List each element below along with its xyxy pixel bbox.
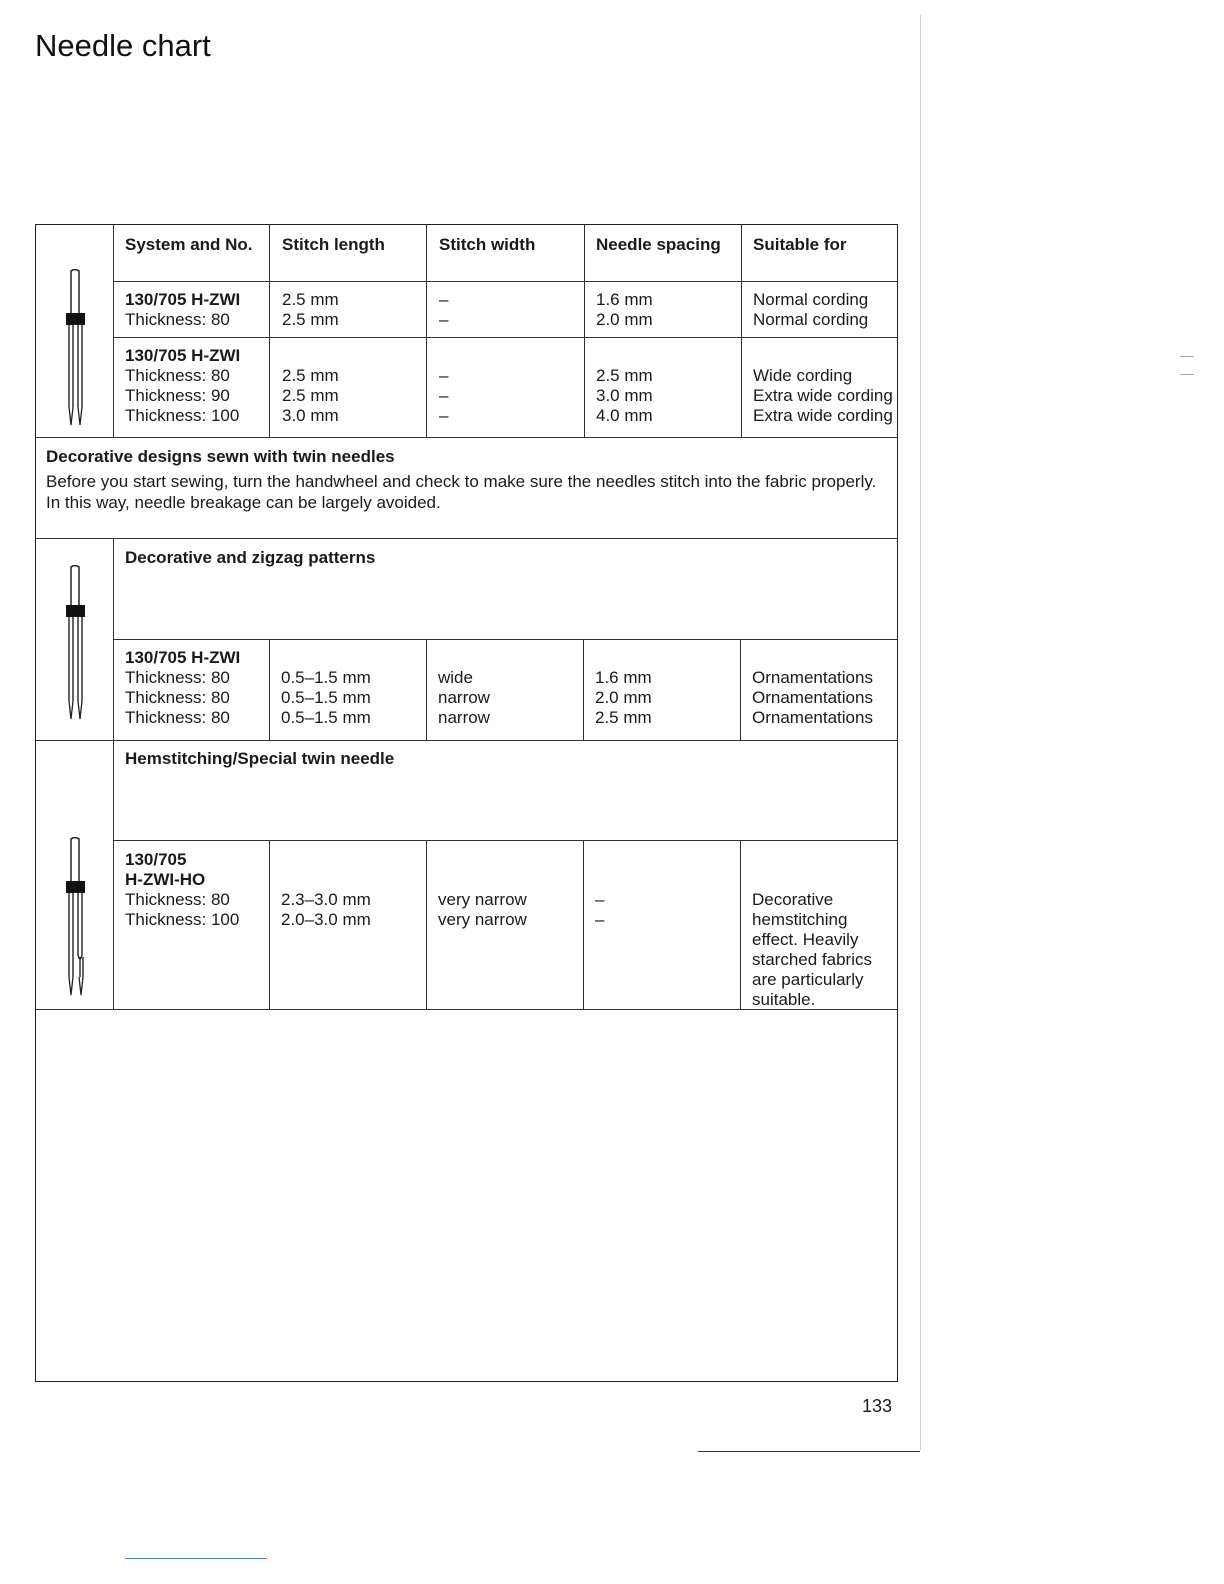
value: 0.5–1.5 mm <box>281 688 371 707</box>
value: hemstitching <box>752 910 848 929</box>
value: 2.3–3.0 mm <box>281 890 371 909</box>
section-heading-decorative: Decorative and zigzag patterns <box>125 548 376 567</box>
thickness: Thickness: 90 <box>125 386 230 405</box>
thickness: Thickness: 80 <box>125 310 230 329</box>
thickness: Thickness: 100 <box>125 910 240 929</box>
page-number: 133 <box>862 1396 893 1416</box>
row-c-stitch-width <box>438 890 527 930</box>
row-a2-stitch-width <box>439 366 448 426</box>
row-a1-stitch-length <box>282 290 339 330</box>
value: Normal cording <box>753 310 869 329</box>
row-c-suitable <box>752 890 872 1010</box>
header-stitch-width: Stitch width <box>439 235 536 254</box>
value: Normal cording <box>753 290 869 309</box>
row-b-stitch-width <box>438 668 490 728</box>
value: Extra wide cording <box>753 406 893 425</box>
row-a2-needle-spacing <box>596 366 653 426</box>
needle-chart-table <box>35 224 898 1382</box>
system-number: H-ZWI-HO <box>125 870 206 889</box>
scan-mark <box>1180 356 1194 357</box>
row-b-stitch-length <box>281 668 371 728</box>
value: 2.0 mm <box>596 310 653 329</box>
value: wide <box>438 668 473 687</box>
page-margin-rule <box>920 15 921 1450</box>
value: Ornamentations <box>752 708 873 727</box>
value: – <box>439 310 449 329</box>
value: Ornamentations <box>752 688 873 707</box>
footer-blue-rule <box>125 1558 267 1559</box>
system-number: 130/705 H-ZWI <box>125 290 241 309</box>
page-title: Needle chart <box>35 28 211 63</box>
row-c-stitch-length <box>281 890 371 930</box>
value: 1.6 mm <box>596 290 653 309</box>
value: narrow <box>438 688 490 707</box>
value: Decorative <box>752 890 834 909</box>
system-number: 130/705 H-ZWI <box>125 648 241 667</box>
row-c-system <box>125 850 239 930</box>
value: 3.0 mm <box>282 406 339 425</box>
hemstitch-twin-needle-icon <box>58 837 94 999</box>
note-body: Before you start sewing, turn the handwheel and check to make sure the needles stitch into the fabric properly. In this way, needle breakage can be largely avoided. <box>46 472 877 512</box>
value: – <box>439 290 449 309</box>
value: Wide cording <box>753 366 853 385</box>
value: – <box>595 910 605 929</box>
header-needle-spacing: Needle spacing <box>596 235 721 254</box>
value: Extra wide cording <box>753 386 893 405</box>
value: – <box>439 366 449 385</box>
header-suitable-for: Suitable for <box>753 235 847 254</box>
footer-rule <box>698 1451 920 1452</box>
row-a2-stitch-length <box>282 366 339 426</box>
value: 2.5 mm <box>282 290 339 309</box>
value: – <box>439 406 449 425</box>
value: 0.5–1.5 mm <box>281 708 371 727</box>
row-a2-system <box>125 346 240 426</box>
value: starched fabrics <box>752 950 872 969</box>
value: suitable. <box>752 990 816 1009</box>
value: narrow <box>438 708 490 727</box>
scan-mark <box>1180 374 1194 375</box>
row-a1-system <box>125 290 240 330</box>
thickness: Thickness: 80 <box>125 688 230 707</box>
value: very narrow <box>438 890 527 909</box>
value: 2.5 mm <box>282 310 339 329</box>
thickness: Thickness: 80 <box>125 366 230 385</box>
thickness: Thickness: 80 <box>125 890 230 909</box>
value: 4.0 mm <box>596 406 653 425</box>
note-title: Decorative designs sewn with twin needles <box>46 447 395 466</box>
value: very narrow <box>438 910 527 929</box>
row-b-system <box>125 648 240 728</box>
system-number: 130/705 H-ZWI <box>125 346 241 365</box>
row-b-needle-spacing <box>595 668 652 728</box>
value: 2.5 mm <box>282 366 339 385</box>
thickness: Thickness: 80 <box>125 668 230 687</box>
row-a2-suitable <box>753 366 893 426</box>
row-a1-suitable <box>753 290 868 330</box>
row-c-needle-spacing <box>595 890 604 930</box>
row-b-suitable <box>752 668 873 728</box>
value: 2.5 mm <box>282 386 339 405</box>
value: Ornamentations <box>752 668 873 687</box>
section-heading-hemstitching: Hemstitching/Special twin needle <box>125 749 395 768</box>
value: 0.5–1.5 mm <box>281 668 371 687</box>
value: 2.5 mm <box>596 366 653 385</box>
value: 1.6 mm <box>595 668 652 687</box>
header-system: System and No. <box>125 235 253 254</box>
value: 2.5 mm <box>595 708 652 727</box>
value: 3.0 mm <box>596 386 653 405</box>
value: 2.0–3.0 mm <box>281 910 371 929</box>
thickness: Thickness: 80 <box>125 708 230 727</box>
system-number: 130/705 <box>125 850 187 869</box>
thickness: Thickness: 100 <box>125 406 240 425</box>
header-stitch-length: Stitch length <box>282 235 385 254</box>
value: 2.0 mm <box>595 688 652 707</box>
value: effect. Heavily <box>752 930 859 949</box>
twin-needle-icon <box>58 269 94 427</box>
value: – <box>439 386 449 405</box>
row-a1-stitch-width <box>439 290 448 330</box>
twin-needle-icon <box>58 565 94 723</box>
row-a1-needle-spacing <box>596 290 653 330</box>
value: are particularly <box>752 970 864 989</box>
value: – <box>595 890 605 909</box>
